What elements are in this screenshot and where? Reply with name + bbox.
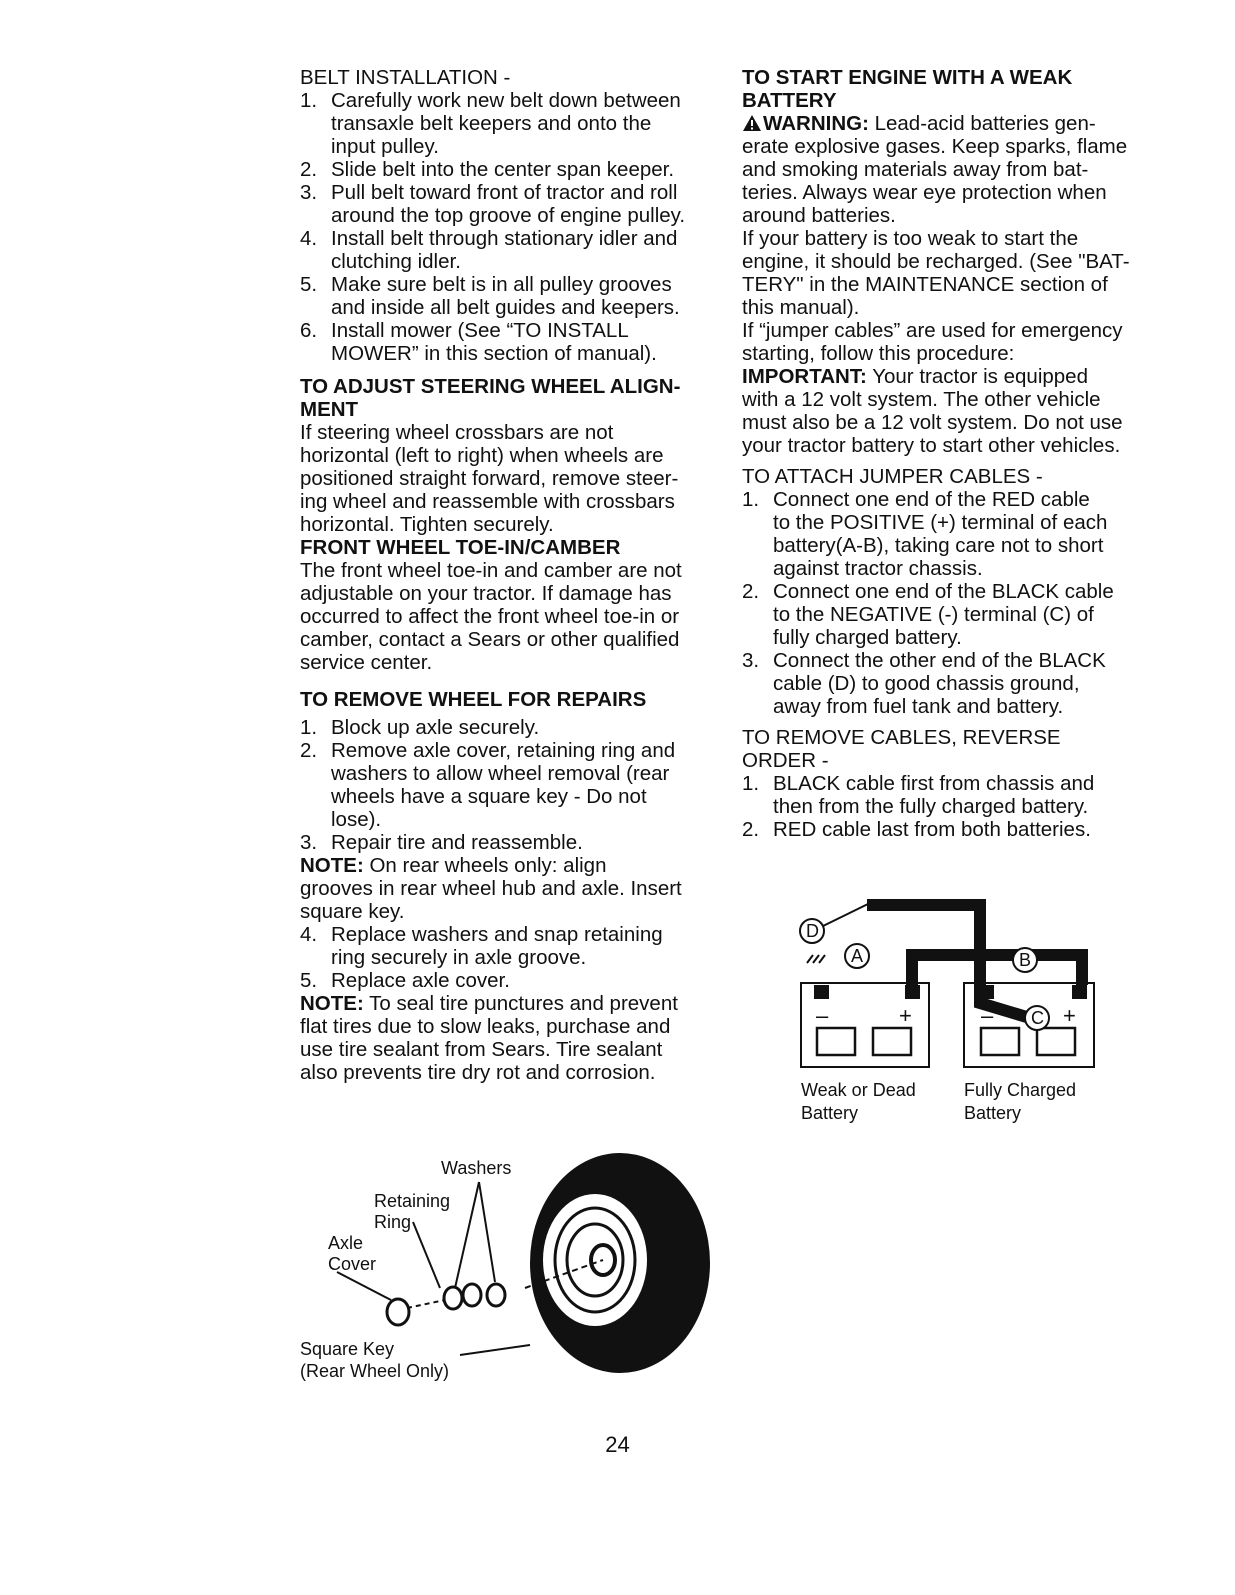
paragraph-line: service center. [300, 651, 433, 674]
step-text-line: fully charged battery. [773, 626, 962, 649]
step-text-line: cable (D) to good chassis ground, [773, 672, 1080, 695]
paragraph-text-line: with a 12 volt system. The other vehicle [742, 388, 1101, 411]
step-item [742, 649, 1157, 718]
left-column [300, 66, 720, 1084]
step-item [300, 273, 720, 319]
label-a: A [851, 946, 864, 966]
step-number: 1. [742, 772, 760, 795]
paragraph-text-line: use tire sealant from Sears. Tire sealant [300, 1038, 663, 1061]
attach-cables-heading: TO ATTACH JUMPER CABLES - [742, 465, 1043, 488]
step-item [300, 739, 720, 831]
charged-positive-terminal [1072, 985, 1087, 999]
step-number: 3. [300, 181, 318, 204]
warning-triangle-icon [742, 114, 762, 132]
step-text-line: Carefully work new belt down between [331, 89, 681, 112]
toe-in-camber-heading: FRONT WHEEL TOE-IN/CAMBER [300, 536, 621, 559]
charged-caption-line2: Battery [964, 1103, 1022, 1123]
retaining-ring-label-line1: Retaining [374, 1191, 451, 1211]
step-text-line: to the POSITIVE (+) terminal of each [773, 511, 1108, 534]
step-text-line: RED cable last from both batteries. [773, 818, 1091, 841]
paragraph-text: Lead-acid batteries gen- [868, 112, 1096, 135]
page-number: 24 [605, 1432, 630, 1457]
paragraph-line: positioned straight forward, remove steer- [300, 467, 679, 490]
washers-leader-2 [479, 1182, 495, 1282]
step-number: 2. [300, 158, 318, 181]
square-key-label-line2: (Rear Wheel Only) [300, 1361, 450, 1381]
step-item [300, 158, 720, 181]
charged-plus-sign: + [1063, 1003, 1076, 1028]
heading-line: MENT [300, 398, 359, 421]
step-text-line: BLACK cable first from chassis and [773, 772, 1095, 795]
paragraph-label: IMPORTANT: [742, 365, 867, 388]
paragraph-line: starting, follow this procedure: [742, 342, 1015, 365]
paragraph-line: horizontal. Tighten securely. [300, 513, 554, 536]
step-item [300, 89, 720, 158]
step-number: 3. [300, 831, 318, 854]
step-item [300, 716, 720, 739]
paragraph-line: The front wheel toe-in and camber are not [300, 559, 682, 582]
paragraph-label: WARNING: [763, 112, 869, 135]
step-text-line: MOWER” in this section of manual). [331, 342, 657, 365]
step-text-line: then from the fully charged battery. [773, 795, 1089, 818]
step-text-line: Replace washers and snap retaining [331, 923, 663, 946]
step-text-line: wheels have a square key - Do not [331, 785, 647, 808]
important-paragraph [742, 365, 1157, 457]
step-number: 6. [300, 319, 318, 342]
weak-caption-line2: Battery [801, 1103, 859, 1123]
washer-part-1 [463, 1284, 481, 1306]
heading-line: TO REMOVE CABLES, REVERSE [742, 726, 1061, 749]
charged-caption-line1: Fully Charged [964, 1080, 1077, 1100]
ground-symbol [807, 955, 825, 963]
step-text-line: Block up axle securely. [331, 716, 540, 739]
axle-cover-label-line2: Cover [328, 1254, 377, 1274]
square-key-label-line1: Square Key [300, 1339, 395, 1359]
paragraph-text: Your tractor is equipped [866, 365, 1088, 388]
axle-cover-label-line1: Axle [328, 1233, 364, 1253]
remove-wheel-heading: TO REMOVE WHEEL FOR REPAIRS [300, 688, 647, 711]
paragraph-text-line: around batteries. [742, 204, 896, 227]
step-text-line: input pulley. [331, 135, 439, 158]
recharge-paragraph [742, 227, 1157, 319]
step-text-line: Repair tire and reassemble. [331, 831, 583, 854]
paragraph-first-line [300, 854, 720, 877]
wheel-removal-diagram [295, 1150, 725, 1390]
paragraph-text: On rear wheels only: align [363, 854, 607, 877]
paragraph-line: this manual). [742, 296, 860, 319]
warning-paragraph [742, 112, 1157, 227]
paragraph-text-line: also prevents tire dry rot and corrosion. [300, 1061, 656, 1084]
rear-wheel-note [300, 854, 720, 923]
step-text-line: lose). [331, 808, 382, 831]
weak-positive-terminal [905, 985, 920, 999]
tire-sealant-note [300, 992, 720, 1084]
jumper-cable-diagram [795, 893, 1115, 1133]
label-c: C [1031, 1008, 1044, 1028]
steering-alignment-text [300, 421, 720, 536]
red-cable [912, 955, 1082, 985]
step-item [300, 923, 720, 969]
weak-battery-heading [742, 66, 1157, 112]
step-number: 2. [742, 818, 760, 841]
step-number: 2. [300, 739, 318, 762]
paragraph-line: engine, it should be recharged. (See "BAT- [742, 250, 1130, 273]
belt-installation-steps [300, 89, 720, 365]
heading-line: BATTERY [742, 89, 837, 112]
remove-cables-heading [742, 726, 1157, 772]
heading-line: TO ADJUST STEERING WHEEL ALIGN- [300, 375, 681, 398]
washer-part-2 [444, 1287, 462, 1309]
charged-minus-sign: – [981, 1003, 994, 1028]
step-number: 5. [300, 273, 318, 296]
step-number: 4. [300, 923, 318, 946]
step-item [742, 818, 1157, 841]
step-text-line: clutching idler. [331, 250, 461, 273]
step-number: 3. [742, 649, 760, 672]
paragraph-text-line: grooves in rear wheel hub and axle. Insert [300, 877, 682, 900]
step-item [742, 580, 1157, 649]
paragraph-text: To seal tire punctures and prevent [363, 992, 678, 1015]
step-item [742, 488, 1157, 580]
remove-wheel-steps [300, 716, 720, 854]
axle-cover-part [387, 1299, 409, 1325]
axle-cover-leader [337, 1272, 391, 1300]
weak-negative-terminal [814, 985, 829, 999]
step-item [300, 227, 720, 273]
washers-leader-1 [455, 1182, 479, 1288]
step-text-line: Slide belt into the center span keeper. [331, 158, 675, 181]
ring-leader [413, 1222, 440, 1288]
step-text-line: to the NEGATIVE (-) terminal (C) of [773, 603, 1094, 626]
step-text-line: and inside all belt guides and keepers. [331, 296, 680, 319]
paragraph-label: NOTE: [300, 992, 364, 1015]
paragraph-text-line: teries. Always wear eye protection when [742, 181, 1107, 204]
remove-wheel-steps-continued [300, 923, 720, 992]
step-number: 5. [300, 969, 318, 992]
step-text-line: Pull belt toward front of tractor and roll [331, 181, 678, 204]
heading-line: ORDER - [742, 749, 829, 772]
jumper-cables-paragraph [742, 319, 1157, 365]
attach-cables-steps [742, 488, 1157, 718]
step-item [300, 319, 720, 365]
paragraph-line: If your battery is too weak to start the [742, 227, 1079, 250]
remove-cables-steps [742, 772, 1157, 841]
paragraph-label: NOTE: [300, 854, 364, 877]
paragraph-first-line [300, 992, 720, 1015]
step-text-line: against tractor chassis. [773, 557, 983, 580]
step-item [300, 831, 720, 854]
step-text-line: around the top groove of engine pulley. [331, 204, 686, 227]
step-text-line: Connect the other end of the BLACK [773, 649, 1106, 672]
step-text-line: Make sure belt is in all pulley grooves [331, 273, 672, 296]
toe-in-camber-text [300, 559, 720, 674]
step-text-line: Install belt through stationary idler and [331, 227, 678, 250]
step-item [300, 969, 720, 992]
paragraph-line: horizontal (left to right) when wheels are [300, 444, 664, 467]
step-text-line: away from fuel tank and battery. [773, 695, 1064, 718]
step-item [300, 181, 720, 227]
axle-cover-dash [407, 1300, 445, 1308]
weak-plus-sign: + [899, 1003, 912, 1028]
paragraph-first-line [742, 112, 1157, 135]
square-key-leader [460, 1345, 530, 1355]
paragraph-line: ing wheel and reassemble with crossbars [300, 490, 675, 513]
weak-caption-line1: Weak or Dead [801, 1080, 916, 1100]
paragraph-first-line [742, 365, 1157, 388]
paragraph-text-line: square key. [300, 900, 405, 923]
retaining-ring-part [487, 1284, 505, 1306]
step-number: 4. [300, 227, 318, 250]
paragraph-text-line: must also be a 12 volt system. Do not use [742, 411, 1123, 434]
retaining-ring-label-line2: Ring [374, 1212, 412, 1232]
paragraph-text-line: erate explosive gases. Keep sparks, flame [742, 135, 1128, 158]
right-column [742, 66, 1157, 841]
step-text-line: Connect one end of the BLACK cable [773, 580, 1114, 603]
step-text-line: Install mower (See “TO INSTALL [331, 319, 629, 342]
step-text-line: Replace axle cover. [331, 969, 510, 992]
step-text-line: battery(A-B), taking care not to short [773, 534, 1104, 557]
paragraph-line: occurred to affect the front wheel toe-in or [300, 605, 680, 628]
heading-line: TO START ENGINE WITH A WEAK [742, 66, 1073, 89]
belt-installation-heading: BELT INSTALLATION - [300, 66, 511, 89]
step-text-line: Connect one end of the RED cable [773, 488, 1090, 511]
paragraph-line: camber, contact a Sears or other qualified [300, 628, 680, 651]
paragraph-line: adjustable on your tractor. If damage has [300, 582, 672, 605]
step-text-line: transaxle belt keepers and onto the [331, 112, 652, 135]
step-number: 1. [742, 488, 760, 511]
step-text-line: ring securely in axle groove. [331, 946, 587, 969]
step-text-line: washers to allow wheel removal (rear [331, 762, 670, 785]
washers-label: Washers [441, 1158, 512, 1178]
weak-minus-sign: – [816, 1003, 829, 1028]
label-b: B [1019, 950, 1032, 970]
label-d: D [806, 921, 819, 941]
paragraph-text-line: your tractor battery to start other vehicles. [742, 434, 1121, 457]
step-item [742, 772, 1157, 818]
step-number: 1. [300, 89, 318, 112]
paragraph-text-line: and smoking materials away from bat- [742, 158, 1089, 181]
step-number: 2. [742, 580, 760, 603]
cable-d-lead [821, 903, 870, 927]
steering-alignment-heading [300, 375, 720, 421]
paragraph-line: TERY" in the MAINTENANCE section of [742, 273, 1108, 296]
step-number: 1. [300, 716, 318, 739]
paragraph-line: If “jumper cables” are used for emergency [742, 319, 1123, 342]
paragraph-line: If steering wheel crossbars are not [300, 421, 614, 444]
paragraph-text-line: flat tires due to slow leaks, purchase and [300, 1015, 671, 1038]
step-text-line: Remove axle cover, retaining ring and [331, 739, 676, 762]
